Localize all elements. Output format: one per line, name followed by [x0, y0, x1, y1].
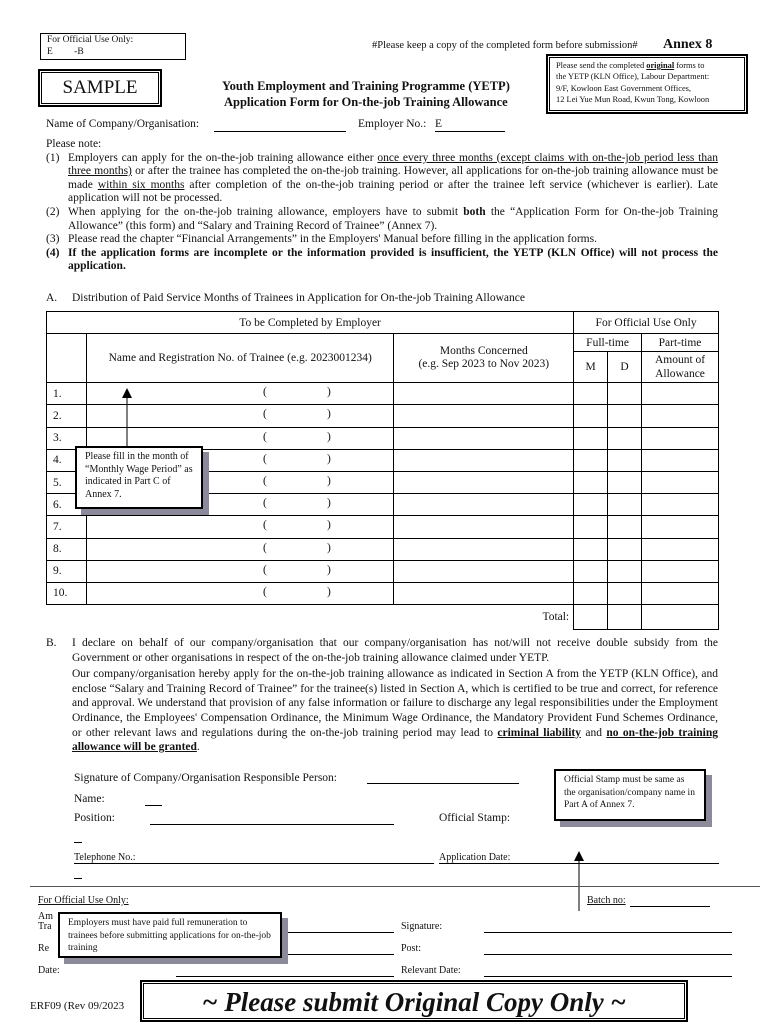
- amount-cell[interactable]: [642, 427, 719, 449]
- row-number: 5.: [47, 471, 87, 493]
- note-1: (1) Employers can apply for the on-the-job training allowance either once every three months (except claims with on-the-job period less than three months) or after the trainee has completed the on-the-job training. However, all applications for on-the-job training allowance must be made within six months after completion of the on-the-job training period or after the trainee left service (whichever is earlier). Late application will not be processed.: [46, 151, 718, 205]
- total-amount[interactable]: [642, 605, 719, 630]
- m-cell[interactable]: [574, 383, 608, 405]
- row-number: 4.: [47, 449, 87, 471]
- table-row: [47, 538, 719, 560]
- months-cell[interactable]: [394, 449, 574, 471]
- amount-header: Amount of Allowance: [642, 352, 719, 383]
- office-signature-label: Signature:: [401, 921, 443, 932]
- amount-cell[interactable]: [642, 471, 719, 493]
- trainee-name-cell[interactable]: ( ): [86, 471, 393, 493]
- trainee-name-cell[interactable]: ( ): [86, 560, 393, 582]
- office-post-field[interactable]: [484, 954, 732, 955]
- months-cell[interactable]: [394, 471, 574, 493]
- month-hint-callout: Please fill in the month of “Monthly Wage Period” as indicated in Part C of Annex 7.: [75, 446, 203, 509]
- d-cell[interactable]: [608, 405, 642, 427]
- office-signature-field[interactable]: [484, 932, 732, 933]
- m-cell[interactable]: [574, 405, 608, 427]
- office-field-1[interactable]: [286, 932, 394, 933]
- form-code: ERF09 (Rev 09/2023: [30, 1000, 125, 1012]
- annex-label: Annex 8: [663, 37, 713, 52]
- months-cell[interactable]: [394, 538, 574, 560]
- note-2: (2) When applying for the on-the-job training allowance, employers have to submit both the “Application Form for On-the-job Training Allowance” (this form) and “Salary and Training Record of Trainee” (Annex 7).: [46, 205, 718, 232]
- amount-cell[interactable]: [642, 494, 719, 516]
- months-cell[interactable]: [394, 383, 574, 405]
- m-cell[interactable]: [574, 427, 608, 449]
- d-header: D: [608, 352, 642, 383]
- note-4: (4) If the application forms are incomplete or the information provided is insufficient, the YETP (KLN Office) will not process the application.: [46, 246, 718, 273]
- m-cell[interactable]: [574, 471, 608, 493]
- header-blank: [47, 334, 87, 383]
- row-number: 9.: [47, 560, 87, 582]
- fulltime-header: Full-time: [574, 334, 642, 352]
- sample-stamp: SAMPLE: [38, 69, 162, 107]
- employer-no-label: Employer No.:: [358, 118, 430, 130]
- official-use-title: For Official Use Only:: [47, 35, 134, 45]
- m-cell[interactable]: [574, 560, 608, 582]
- row-number: 10.: [47, 582, 87, 604]
- re-label-cut: Re: [38, 943, 50, 954]
- trainee-name-cell[interactable]: ( ): [86, 449, 393, 471]
- extra-field[interactable]: [74, 842, 82, 843]
- telephone-label: Telephone No.:: [74, 852, 136, 863]
- table-row: [47, 560, 719, 582]
- office-date-label: Date:: [38, 965, 60, 976]
- row-number: 8.: [47, 538, 87, 560]
- amount-cell[interactable]: [642, 383, 719, 405]
- telephone-field[interactable]: [74, 863, 434, 864]
- signature-field[interactable]: [367, 783, 519, 784]
- form-title-1: Youth Employment and Training Programme (YETP): [222, 79, 510, 93]
- table-row: [47, 582, 719, 604]
- m-cell[interactable]: [574, 538, 608, 560]
- trainee-name-cell[interactable]: ( ): [86, 405, 393, 427]
- d-cell[interactable]: [608, 383, 642, 405]
- parttime-header: Part-time: [642, 334, 719, 352]
- amount-cell[interactable]: [642, 449, 719, 471]
- d-cell[interactable]: [608, 427, 642, 449]
- m-cell[interactable]: [574, 582, 608, 604]
- row-number: 2.: [47, 405, 87, 427]
- name-label: Name:: [74, 793, 105, 805]
- months-cell[interactable]: [394, 516, 574, 538]
- d-cell[interactable]: [608, 494, 642, 516]
- please-note-label: Please note:: [46, 138, 102, 150]
- d-cell[interactable]: [608, 516, 642, 538]
- official-use-ref: E -B: [47, 47, 84, 57]
- table-row: [47, 383, 719, 405]
- original-copy-banner: ~ Please submit Original Copy Only ~: [140, 980, 688, 1022]
- office-use-title: For Official Use Only:: [38, 895, 129, 906]
- batch-field[interactable]: [630, 906, 710, 907]
- name-field[interactable]: [145, 805, 162, 806]
- amount-cell[interactable]: [642, 538, 719, 560]
- months-cell[interactable]: [394, 427, 574, 449]
- row-number: 7.: [47, 516, 87, 538]
- position-label: Position:: [74, 812, 115, 824]
- batch-label: Batch no:: [587, 895, 626, 906]
- row-number: 1.: [47, 383, 87, 405]
- official-section-header: For Official Use Only: [574, 312, 719, 334]
- relevant-date-label: Relevant Date:: [401, 965, 461, 976]
- declaration-2: Our company/organisation hereby apply for the on-the-job training allowance as indicated in Section A from the YETP (KLN Office), and enclose “Salary and Training Record of Trainee” for the trainee(s) listed in Section A, which is certified to be true and correct, for reference and approval. We understand that provision of any false information or failure to discharge any legal responsibilities under the Employment Ordinance, the Employees' Compensation Ordinance, the Minimum Wage Ordinance, the Mandatory Provident Fund Schemes Ordinance, or other relevant laws and regulations during the on-the-job training period may lead to criminal liability and no on-the-job training allowance will be granted.: [72, 668, 719, 754]
- d-cell[interactable]: [608, 560, 642, 582]
- months-cell[interactable]: [394, 560, 574, 582]
- keep-copy-note: #Please keep a copy of the completed form before submission#: [372, 40, 638, 51]
- m-cell[interactable]: [574, 516, 608, 538]
- send-line-4: 12 Lei Yue Mun Road, Kwun Tong, Kowloon: [556, 95, 710, 105]
- section-a-heading: A. Distribution of Paid Service Months of Trainees in Application for On-the-job Training Allowance: [46, 292, 525, 304]
- notes: [46, 138, 718, 274]
- official-use-box: [40, 33, 186, 60]
- form-title-2: Application Form for On-the-job Training Allowance: [224, 95, 508, 109]
- total-m[interactable]: [574, 605, 608, 630]
- office-field-2[interactable]: [286, 954, 394, 955]
- note-3: (3) Please read the chapter “Financial Arrangements” in the Employers' Manual before filling in the application forms.: [46, 233, 597, 246]
- employer-no-field[interactable]: E: [435, 118, 505, 132]
- trainee-name-cell[interactable]: ( ): [86, 538, 393, 560]
- remuneration-callout: Employers must have paid full remuneration to trainees before submitting applications for on-the-job training: [58, 912, 282, 958]
- amount-label-cut: Am: [38, 911, 53, 922]
- office-separator: [30, 886, 760, 887]
- tra-label-cut: Tra: [38, 921, 52, 932]
- m-header: M: [574, 352, 608, 383]
- months-cell[interactable]: [394, 405, 574, 427]
- send-line-1: Please send the completed original forms to: [556, 61, 705, 70]
- stamp-arrow-icon: [572, 851, 586, 911]
- office-post-label: Post:: [401, 943, 422, 954]
- position-field[interactable]: [150, 824, 394, 825]
- application-date-label: Application Date:: [439, 852, 511, 863]
- months-header: Months Concerned (e.g. Sep 2023 to Nov 2023): [394, 334, 574, 383]
- send-line-2: the YETP (KLN Office), Labour Department:: [556, 72, 710, 82]
- total-d[interactable]: [608, 605, 642, 630]
- office-date-field[interactable]: [176, 976, 394, 977]
- amount-cell[interactable]: [642, 560, 719, 582]
- d-cell[interactable]: [608, 538, 642, 560]
- send-address-box: [546, 54, 748, 114]
- months-cell[interactable]: [394, 494, 574, 516]
- trainee-name-cell[interactable]: ( ): [86, 494, 393, 516]
- row-number: 6.: [47, 494, 87, 516]
- trainee-name-cell[interactable]: ( ): [86, 383, 393, 405]
- trainee-name-cell[interactable]: ( ): [86, 427, 393, 449]
- relevant-date-field[interactable]: [484, 976, 732, 977]
- stamp-callout: Official Stamp must be same as the organisation/company name in Part A of Annex 7.: [554, 769, 706, 821]
- table-row: [47, 405, 719, 427]
- extra-field-2[interactable]: [74, 878, 82, 879]
- amount-cell[interactable]: [642, 582, 719, 604]
- trainee-name-cell[interactable]: ( ): [86, 516, 393, 538]
- d-cell[interactable]: [608, 471, 642, 493]
- d-cell[interactable]: [608, 582, 642, 604]
- stamp-label: Official Stamp:: [439, 812, 511, 824]
- m-cell[interactable]: [574, 494, 608, 516]
- row-number: 3.: [47, 427, 87, 449]
- table-row: [47, 516, 719, 538]
- send-line-3: 9/F, Kowloon East Government Offices,: [556, 83, 692, 93]
- amount-cell[interactable]: [642, 405, 719, 427]
- company-field[interactable]: [214, 131, 346, 132]
- signature-label: Signature of Company/Organisation Responsible Person:: [74, 772, 337, 784]
- d-cell[interactable]: [608, 449, 642, 471]
- amount-cell[interactable]: [642, 516, 719, 538]
- total-label: Total:: [47, 605, 574, 630]
- company-label: Name of Company/Organisation:: [46, 118, 200, 130]
- trainee-name-cell[interactable]: ( ): [86, 582, 393, 604]
- section-b: B. I declare on behalf of our company/organisation that our company/organisation has not/will not receive double subsidy from the Government or other organisations in respect of the on-the-job training allowance claimed under YETP. Our company/organisation hereby apply for the on-the-job training allowance as indicated in Section A from the YETP (KLN Office), and enclose “Salary and Training Record of Trainee” for the trainee(s) listed in Section A, which is certified to be true and correct, for reference and approval. We understand that provision of any false information or failure to discharge any legal responsibilities under the Employment Ordinance, the Employees' Compensation Ordinance, the Minimum Wage Ordinance, the Mandatory Provident Fund Schemes Ordinance, or other relevant laws and regulations during the on-the-job training period may lead to criminal liability and no on-the-job training allowance will be granted.: [46, 637, 719, 754]
- employer-section-header: To be Completed by Employer: [47, 312, 574, 334]
- declaration-1: I declare on behalf of our company/organisation that our company/organisation has not/will not receive double subsidy from the Government or other organisations in respect of the on-the-job training allowance claimed under YETP.: [72, 637, 718, 664]
- trainee-name-header: Name and Registration No. of Trainee (e.g. 2023001234): [86, 334, 393, 383]
- m-cell[interactable]: [574, 449, 608, 471]
- months-cell[interactable]: [394, 582, 574, 604]
